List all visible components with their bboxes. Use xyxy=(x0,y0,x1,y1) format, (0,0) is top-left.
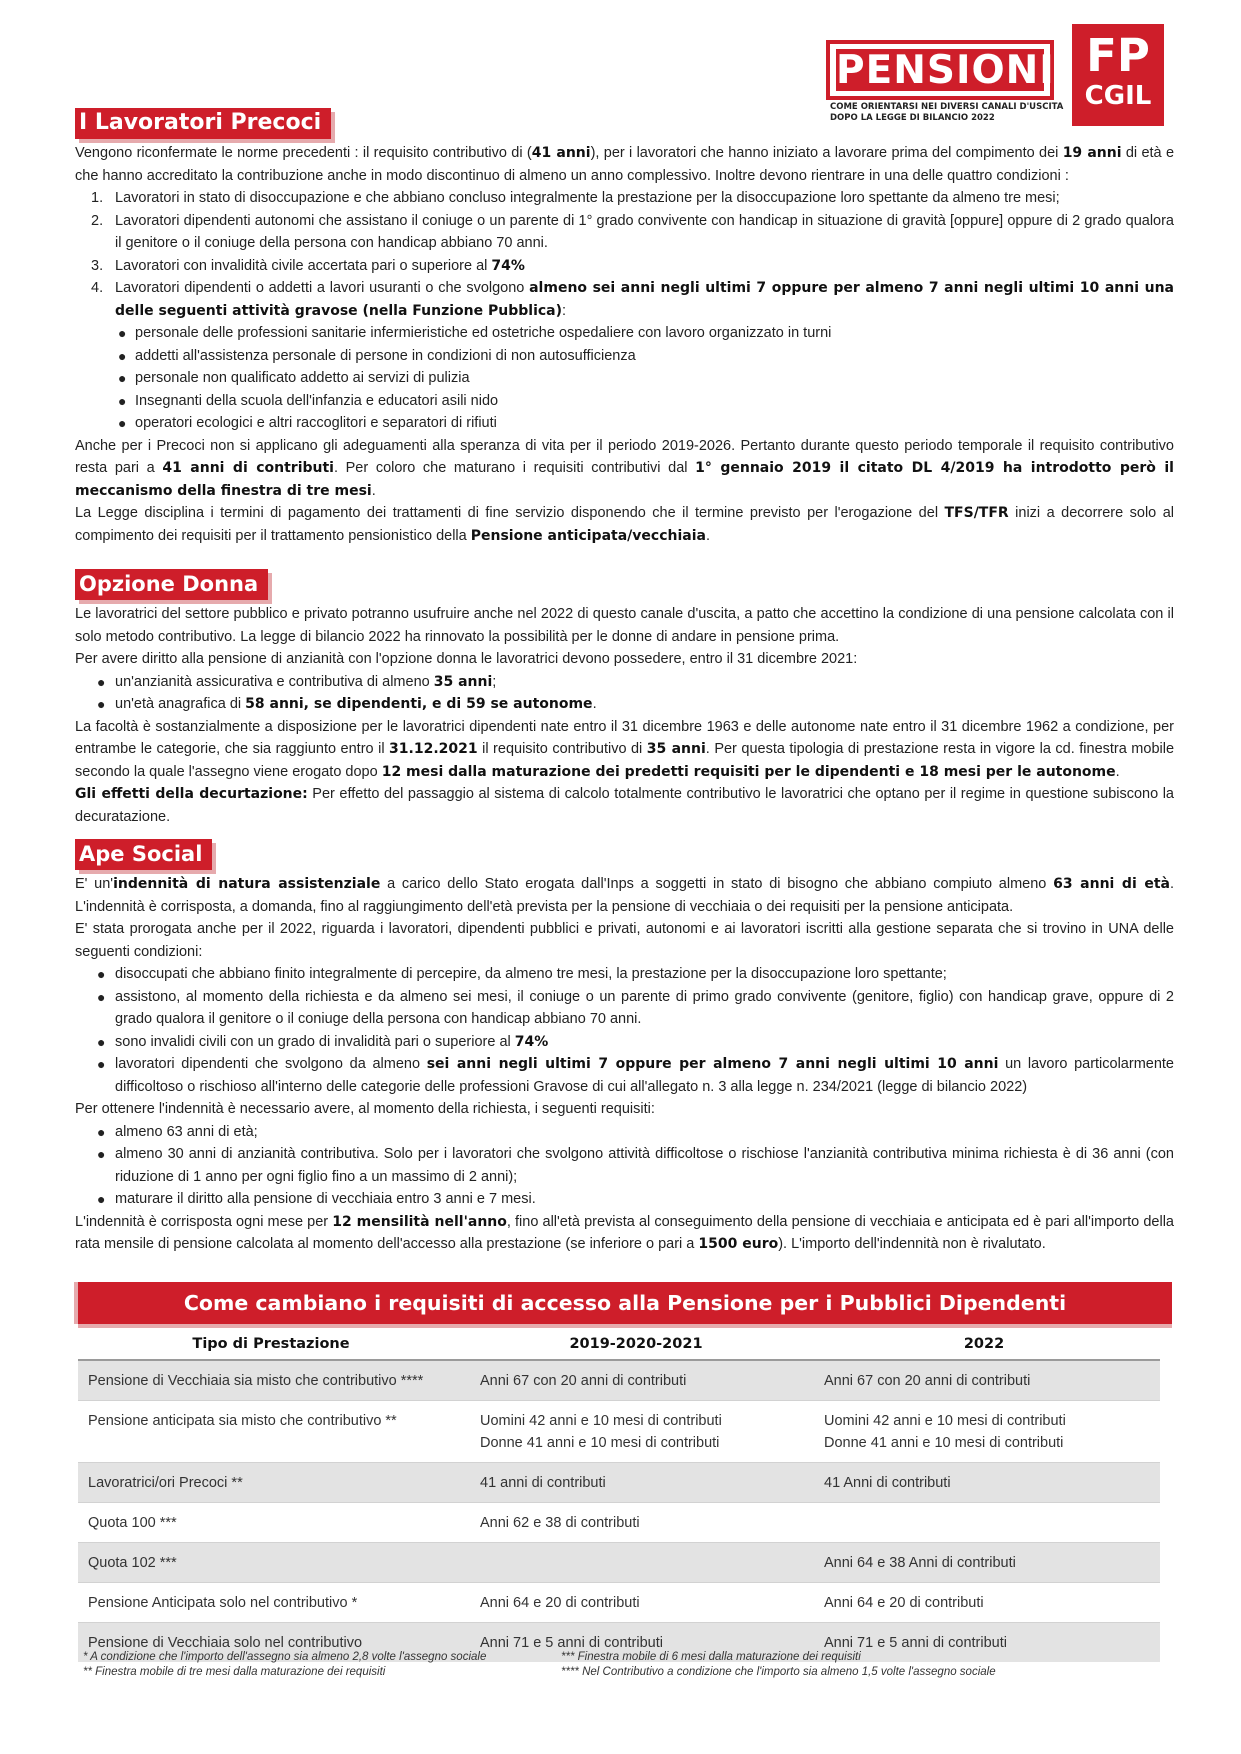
section-title-ape-social: Ape Social xyxy=(75,839,212,870)
table-row xyxy=(78,1360,1160,1401)
list-item: ● un'età anagrafica di 58 anni, se dipendenti, e di 59 se autonome. xyxy=(97,696,597,712)
column-header: 2019-2020-2021 xyxy=(464,1330,808,1360)
list-item: ● un'anzianità assicurativa e contributiva di almeno 35 anni; xyxy=(97,673,497,690)
list-item: ● maturare il diritto alla pensione di vecchiaia entro 3 anni e 7 mesi. xyxy=(97,1191,536,1207)
table-cell: Quota 100 *** xyxy=(78,1503,464,1543)
header-subtitle-line1: COME ORIENTARSI NEI DIVERSI CANALI D'USCITA xyxy=(830,102,1064,112)
list-item: 1. Lavoratori in stato di disoccupazione e che abbiano concluso integralmente la prestazione per la disoccupazione loro spettante da almeno tre mesi; xyxy=(91,190,1060,206)
section-title-precoci: I Lavoratori Precoci xyxy=(75,108,331,139)
table-cell: Anni 71 e 5 anni di contributi xyxy=(464,1623,808,1663)
precoci-paragraph-2: Anche per i Precoci non si applicano gli adeguamenti alla speranza di vita per il periodo 2019-2026. Pertanto durante questo periodo temporale il requisito contributivo resta pari a 41 anni di contributi. Per coloro che maturano i requisiti contributivi dal 1° gennaio 2019 il citato DL 4/2019 ha introdotto però il meccanismo della finestra di tre mesi. xyxy=(75,437,1174,499)
ape-paragraph-4: L'indennità è corrisposta ogni mese per 12 mensilità nell'anno, fino all'età prevista al conseguimento della pensione di vecchiaia e anticipata ed è pari all'importo della rata mensile di pensione calcolata al momento dell'accesso alla prestazione (se inferiore o pari a 1500 euro). L'importo dell'indennità non è rivalutato. xyxy=(75,1213,1174,1252)
table-cell: Anni 64 e 38 Anni di contributi xyxy=(808,1543,1160,1583)
ape-paragraph-3: Per ottenere l'indennità è necessario avere, al momento della richiesta, i seguenti requisiti: xyxy=(75,1101,655,1117)
table-cell: 41 Anni di contributi xyxy=(808,1463,1160,1503)
table-row xyxy=(78,1503,1160,1543)
ape-paragraph-2: E' stata prorogata anche per il 2022, riguarda i lavoratori, dipendenti pubblici e privati, autonomi e ai lavoratori iscritti alla gestione separata che si trovino in UNA delle seguenti condizioni: xyxy=(75,921,1174,960)
table-cell: Anni 71 e 5 anni di contributi xyxy=(808,1623,1160,1663)
donna-paragraph-4: Gli effetti della decurtazione: Per effetto del passaggio al sistema di calcolo totalmente contributivo le lavoratrici che optano per il regime in questione subiscono la decuratazione. xyxy=(75,786,1174,825)
list-item: 2. Lavoratori dipendenti autonomi che assistano il coniuge o un parente di 1° grado convivente con handicap in situazione di gravità [oppure] oppure di 2 grado qualora il genitore o il coniuge della persona con handicap abbiano 70 anni. xyxy=(91,212,1174,251)
pensioni-title: PENSIONI xyxy=(836,48,1055,93)
table-cell xyxy=(464,1543,808,1583)
donna-paragraph-3: La facoltà è sostanzialmente a disposizione per le lavoratrici dipendenti nate entro il 31 dicembre 1963 e delle autonome nate entro il 31 dicembre 1962 a condizione, per entrambe le categorie, che sia raggiunto entro il 31.12.2021 il requisito contributivo di 35 anni. Per questa tipologia di prestazione resta in vigore la cd. finestra mobile secondo la quale l'assegno viene erogato dopo 12 mesi dalla maturazione dei predetti requisiti per le dipendenti e 18 mesi per le autonome. xyxy=(75,718,1175,780)
table-cell: Pensione Anticipata solo nel contributivo * xyxy=(78,1583,464,1623)
ape-requirements-list xyxy=(75,1121,1174,1211)
list-item: ● almeno 63 anni di età; xyxy=(97,1123,258,1140)
donna-paragraph-1: Le lavoratrici del settore pubblico e privato potranno usufruire anche nel 2022 di questo canale d'uscita, a patto che accettino la condizione di una pensione calcolata con il solo metodo contributivo. La legge di bilancio 2022 ha rinnovato la possibilità per le donne di andare in pensione prima. xyxy=(75,606,1174,645)
column-header: 2022 xyxy=(808,1330,1160,1360)
table-cell: 41 anni di contributi xyxy=(464,1463,808,1503)
table-row xyxy=(78,1543,1160,1583)
header-subtitle-line2: DOPO LA LEGGE DI BILANCIO 2022 xyxy=(830,113,995,123)
logo-cgil-text: CGIL xyxy=(1084,81,1152,111)
gravose-activities-list xyxy=(75,322,1174,435)
list-item: ● personale non qualificato addetto ai servizi di pulizia xyxy=(118,370,470,386)
table-cell: Anni 64 e 20 di contributi xyxy=(808,1583,1160,1623)
list-item: ● personale delle professioni sanitarie infermieristiche ed ostetriche ospedaliere con lavoro organizzato in turni xyxy=(118,325,832,341)
table-cell: Anni 62 e 38 di contributi xyxy=(464,1503,808,1543)
table-title: Come cambiano i requisiti di accesso alla Pensione per i Pubblici Dipendenti xyxy=(78,1282,1172,1324)
pensioni-banner xyxy=(826,40,1054,100)
list-item: ● addetti all'assistenza personale di persone in condizioni di non autosufficienza xyxy=(118,347,636,364)
list-item: ● lavoratori dipendenti che svolgono da almeno sei anni negli ultimi 7 oppure per almeno 7 anni negli ultimi 10 anni un lavoro particolarmente difficoltoso o rischioso all'interno delle categorie delle professioni Gravose di cui all'allegato n. 3 alla legge n. 234/2021 (legge di bilancio 2022) xyxy=(97,1056,1174,1095)
section-title-opzione-donna: Opzione Donna xyxy=(75,569,268,600)
precoci-conditions-list xyxy=(75,187,1174,435)
footnote: **** Nel Contributivo a condizione che l'importo sia almeno 1,5 volte l'assegno sociale xyxy=(561,1666,996,1678)
precoci-intro: Vengono riconfermate le norme precedenti : il requisito contributivo di (41 anni), per i lavoratori che hanno iniziato a lavorare prima del compimento dei 19 anni di età e che hanno accreditato la contribuzione anche in modo discontinuo di almeno un anno complessivo. Inoltre devono rientrare in una delle quattro condizioni : xyxy=(75,145,1175,184)
table-row xyxy=(78,1463,1160,1503)
column-header: Tipo di Prestazione xyxy=(78,1330,464,1360)
list-item: 4. Lavoratori dipendenti o addetti a lavori usuranti o che svolgono almeno sei anni negli ultimi 7 oppure per almeno 7 anni negli ultimi 10 anni una delle seguenti attività gravose (nella Funzione Pubblica): ● personale delle professioni sanitarie infermieristiche ed ostetriche ospedaliere con lavoro organizzato in turni ● addetti all'assistenza personale di persone in condizioni di non autosufficienza ● personale non qualificato addetto ai servizi di pulizia ● Insegnanti della scuola dell'infanzia e educatori asili nido ● operatori ecologici e altri raccoglitori e separatori di rifiuti xyxy=(75,277,1174,435)
footnote: * A condizione che l'importo dell'assegno sia almeno 2,8 volte l'assegno sociale xyxy=(83,1651,487,1663)
precoci-paragraph-3: La Legge disciplina i termini di pagamento dei trattamenti di fine servizio disponendo che il termine previsto per l'erogazione del TFS/TFR inizi a decorrere solo al compimento dei requisiti per il trattamento pensionistico della Pensione anticipata/vecchiaia. xyxy=(75,505,1174,544)
list-item: ● almeno 30 anni di anzianità contributiva. Solo per i lavoratori che svolgono attività difficoltose o rischiose l'anzianità contributiva minima richiesta è di 36 anni (con riduzione di 1 anno per ogni figlio fino a un massimo di 2 anni); xyxy=(97,1146,1174,1185)
footnotes-right xyxy=(561,1650,1121,1680)
list-item: ● assistono, al momento della richiesta e da almeno sei mesi, il coniuge o un parente di primo grado convivente (genitore, figlio) con handicap grave, oppure di 2 grado qualora il genitore o il coniuge della persona con handicap abbiano 70 anni. xyxy=(97,988,1174,1027)
section-precoci xyxy=(75,108,1174,547)
donna-requirements-list xyxy=(75,671,1174,716)
footnote: ** Finestra mobile di tre mesi dalla maturazione dei requisiti xyxy=(83,1666,386,1678)
table-cell: Uomini 42 anni e 10 mesi di contributi Donne 41 anni e 10 mesi di contributi xyxy=(464,1401,808,1463)
list-item: ● Insegnanti della scuola dell'infanzia e educatori asili nido xyxy=(118,392,499,409)
table-cell: Uomini 42 anni e 10 mesi di contributi Donne 41 anni e 10 mesi di contributi xyxy=(808,1401,1160,1463)
table-header-row xyxy=(78,1330,1160,1360)
table-cell: Pensione di Vecchiaia sia misto che contributivo **** xyxy=(78,1360,464,1401)
table-row xyxy=(78,1583,1160,1623)
table-cell: Anni 64 e 20 di contributi xyxy=(464,1583,808,1623)
footnote: *** Finestra mobile di 6 mesi dalla maturazione dei requisiti xyxy=(561,1651,861,1663)
list-item: ● disoccupati che abbiano finito integralmente di percepire, da almeno tre mesi, la prestazione per la disoccupazione loro spettante; xyxy=(97,966,947,982)
table-row xyxy=(78,1401,1160,1463)
requirements-table xyxy=(78,1330,1160,1662)
table-cell: Pensione di Vecchiaia solo nel contributivo xyxy=(78,1623,464,1663)
table-cell: Lavoratrici/ori Precoci ** xyxy=(78,1463,464,1503)
ape-conditions-list xyxy=(75,963,1174,1098)
section-ape-social xyxy=(75,839,1174,1256)
footnotes-left xyxy=(83,1650,563,1680)
table-cell xyxy=(808,1503,1160,1543)
requirements-table-area xyxy=(78,1282,1172,1662)
table-cell: Pensione anticipata sia misto che contributivo ** xyxy=(78,1401,464,1463)
table-cell: Quota 102 *** xyxy=(78,1543,464,1583)
table-cell: Anni 67 con 20 anni di contributi xyxy=(808,1360,1160,1401)
list-item: ● sono invalidi civili con un grado di invalidità pari o superiore al 74% xyxy=(97,1033,549,1050)
list-item: 3. Lavoratori con invalidità civile accertata pari o superiore al 74% xyxy=(91,257,525,274)
section-opzione-donna xyxy=(75,569,1174,828)
donna-paragraph-2: Per avere diritto alla pensione di anzianità con l'opzione donna le lavoratrici devono possedere, entro il 31 dicembre 2021: xyxy=(75,651,858,667)
table-cell: Anni 67 con 20 anni di contributi xyxy=(464,1360,808,1401)
logo-fp-text: FP xyxy=(1086,29,1150,82)
list-item: ● operatori ecologici e altri raccoglitori e separatori di rifiuti xyxy=(118,415,497,431)
ape-paragraph-1: E' un'indennità di natura assistenziale a carico dello Stato erogata dall'Inps a soggetti in stato di bisogno che abbiano compiuto almeno 63 anni di età. L'indennità è corrisposta, a domanda, fino al raggiungimento dell'età prevista per la pensione di vecchiaia o dei requisiti per la pensione anticipata. xyxy=(75,876,1174,915)
